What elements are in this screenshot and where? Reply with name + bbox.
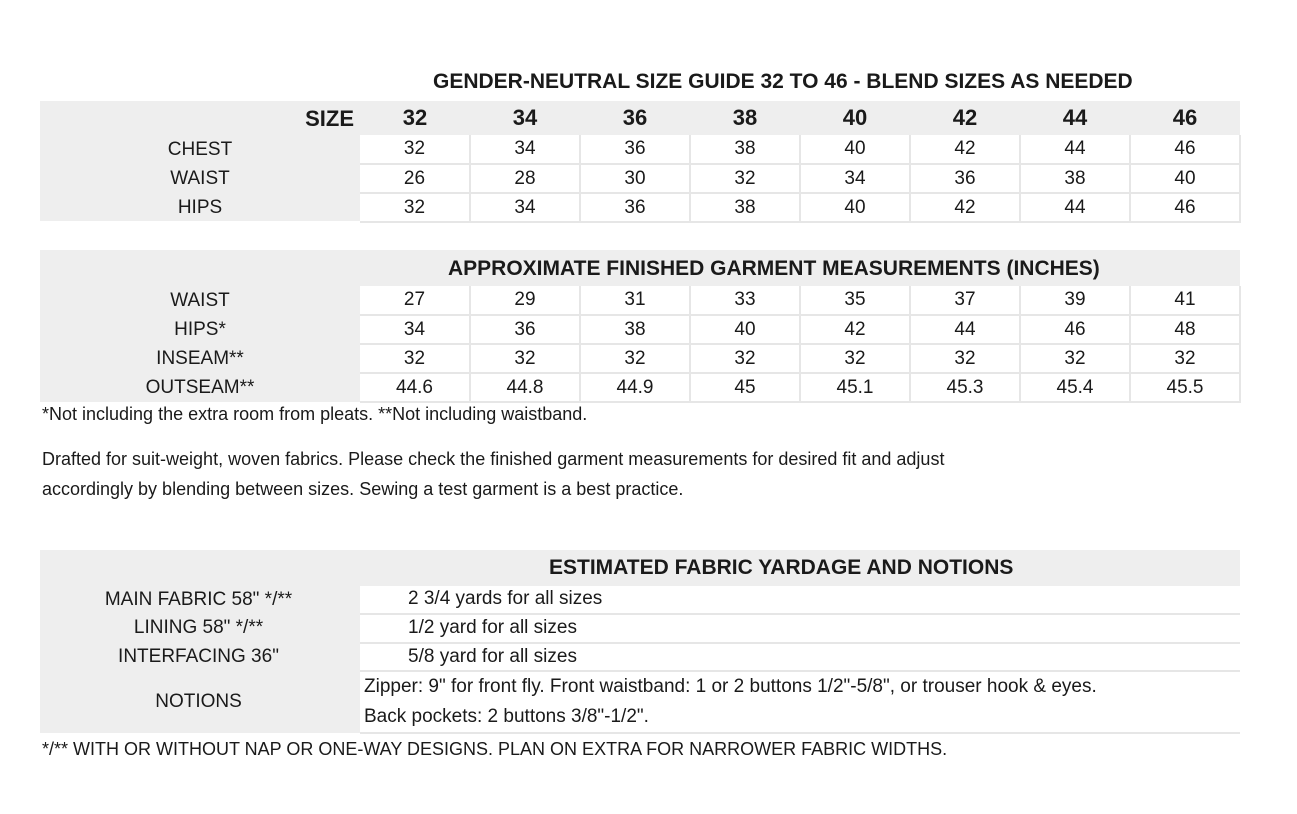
value-cell: 29 [470,286,580,315]
value-cell: 40 [800,135,910,164]
value-cell: 38 [1020,164,1130,193]
size-header-cell: 32 [360,101,470,135]
fabric-row-interfacing [360,644,1240,672]
value-cell: 35 [800,286,910,315]
value-cell: 46 [1020,315,1130,344]
value-cell: 31 [580,286,690,315]
notions-line-1: Zipper: 9" for front fly. Front waistband: 1 or 2 buttons 1/2"-5/8", or trouser hook & eyes. [364,676,1097,697]
finished-hips-row [360,315,1240,344]
value-cell: 46 [1130,193,1240,222]
value-cell: 32 [910,344,1020,373]
finished-inseam-row [360,344,1240,373]
size-header-cell: 42 [910,101,1020,135]
value-cell: 32 [360,193,470,222]
size-header-label: SIZE [305,106,354,131]
value-cell: 42 [910,135,1020,164]
value-cell: 32 [1130,344,1240,373]
value-cell: 40 [1130,164,1240,193]
value-cell: 28 [470,164,580,193]
value-cell: 46 [1130,135,1240,164]
value-cell: 42 [800,315,910,344]
value-cell: 48 [1130,315,1240,344]
size-header-cell: 44 [1020,101,1130,135]
value-cell: 45.5 [1130,373,1240,402]
size-guide-title: GENDER-NEUTRAL SIZE GUIDE 32 TO 46 - BLEND SIZES AS NEEDED [433,70,1133,93]
fabric-row-lining [360,615,1240,644]
value-cell: 32 [470,344,580,373]
fabric-title: ESTIMATED FABRIC YARDAGE AND NOTIONS [549,556,1014,579]
size-header-cell: 36 [580,101,690,135]
fabric-label-notions: NOTIONS [155,691,242,712]
drafted-note-line-2: accordingly by blending between sizes. Sewing a test garment is a best practice. [42,479,684,499]
fabric-value-lining: 1/2 yard for all sizes [408,617,577,638]
value-cell: 26 [360,164,470,193]
size-header-cell: 34 [470,101,580,135]
value-cell: 44 [1020,193,1130,222]
row-label-outseam: OUTSEAM** [145,377,255,398]
value-cell: 32 [1020,344,1130,373]
value-cell: 41 [1130,286,1240,315]
value-cell: 38 [690,135,800,164]
value-cell: 32 [360,344,470,373]
value-cell: 32 [690,344,800,373]
value-cell: 40 [690,315,800,344]
size-guide-table [360,101,1241,223]
value-cell: 36 [470,315,580,344]
fabric-value-main: 2 3/4 yards for all sizes [408,588,603,609]
value-cell: 34 [470,193,580,222]
fabric-footnote: */** WITH OR WITHOUT NAP OR ONE-WAY DESIGNS. PLAN ON EXTRA FOR NARROWER FABRIC WIDTHS. [42,739,948,759]
fabric-row-notions [360,672,1240,734]
fabric-label-lining: LINING 58" */** [133,617,264,638]
value-cell: 32 [690,164,800,193]
row-label-hips: HIPS* [174,319,226,340]
value-cell: 36 [910,164,1020,193]
value-cell: 36 [580,135,690,164]
waist-row [360,164,1240,193]
value-cell: 37 [910,286,1020,315]
row-label-hips: HIPS [177,197,223,218]
value-cell: 45.4 [1020,373,1130,402]
value-cell: 44.9 [580,373,690,402]
fabric-label-interfacing: INTERFACING 36" [118,646,279,667]
finished-table [360,286,1241,403]
value-cell: 44.6 [360,373,470,402]
fabric-label-main: MAIN FABRIC 58" */** [104,589,293,610]
finished-outseam-row [360,373,1240,402]
value-cell: 42 [910,193,1020,222]
row-label-waist: WAIST [170,290,230,311]
finished-footnote: *Not including the extra room from pleats. **Not including waistband. [42,404,588,424]
value-cell: 45 [690,373,800,402]
value-cell: 34 [360,315,470,344]
value-cell: 45.3 [910,373,1020,402]
drafted-note [42,444,1242,504]
row-label-inseam: INSEAM** [156,348,244,369]
fabric-label-column [40,586,360,733]
size-header-cell: 46 [1130,101,1240,135]
notions-line-2: Back pockets: 2 buttons 3/8"-1/2". [364,706,649,727]
value-cell: 44.8 [470,373,580,402]
value-cell: 32 [580,344,690,373]
drafted-note-line-1: Drafted for suit-weight, woven fabrics. Please check the finished garment measurements for desired fit and adjust [42,449,945,469]
fabric-value-interfacing: 5/8 yard for all sizes [408,646,577,667]
size-header-cell: 40 [800,101,910,135]
row-label-waist: WAIST [170,168,230,189]
value-cell: 34 [470,135,580,164]
value-cell: 44 [1020,135,1130,164]
size-header-row [360,101,1240,135]
value-cell: 45.1 [800,373,910,402]
value-cell: 38 [580,315,690,344]
value-cell: 27 [360,286,470,315]
value-cell: 33 [690,286,800,315]
value-cell: 38 [690,193,800,222]
finished-title: APPROXIMATE FINISHED GARMENT MEASUREMENTS (INCHES) [448,257,1100,280]
hips-row [360,193,1240,222]
row-label-chest: CHEST [167,139,233,160]
value-cell: 34 [800,164,910,193]
value-cell: 32 [360,135,470,164]
value-cell: 39 [1020,286,1130,315]
value-cell: 44 [910,315,1020,344]
value-cell: 30 [580,164,690,193]
finished-label-column [40,286,360,402]
chest-row [360,135,1240,164]
finished-waist-row [360,286,1240,315]
value-cell: 36 [580,193,690,222]
value-cell: 40 [800,193,910,222]
fabric-row-main [360,586,1240,615]
value-cell: 32 [800,344,910,373]
size-header-cell: 38 [690,101,800,135]
size-guide-label-column [40,101,360,221]
